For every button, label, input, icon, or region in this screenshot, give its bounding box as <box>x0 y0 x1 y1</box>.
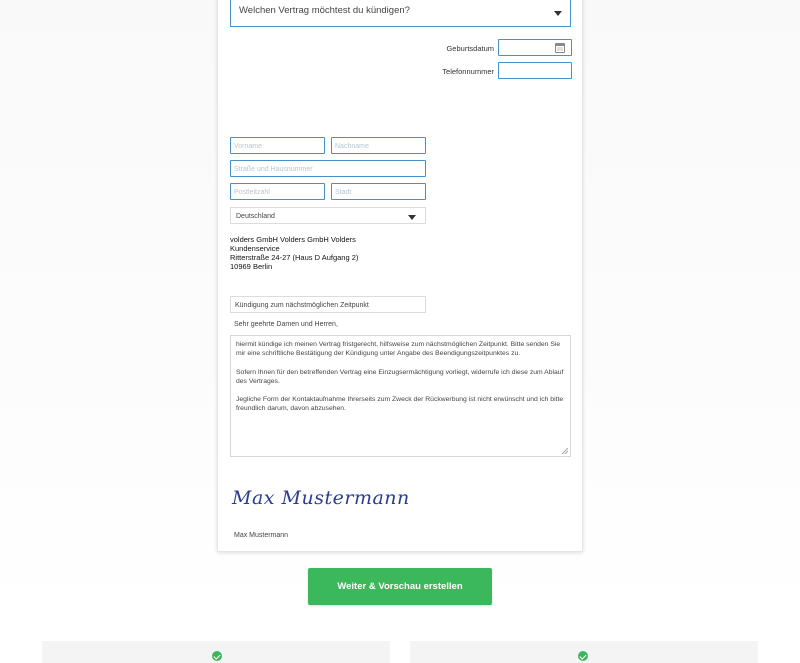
letter-paragraph-1: hiermit kündige ich meinen Vertrag fristgerecht, hilfsweise zum nächstmöglichen Zeitpunkt. Bitte senden Sie mir eine schriftliche Bestätigung der Kündigung unter Angabe des Beendigungszeitpunktes zu. <box>236 341 561 358</box>
resize-handle-icon[interactable] <box>562 448 568 454</box>
recipient-address <box>230 235 358 271</box>
recipient-line-2: Kundenservice <box>230 244 280 253</box>
salutation: Sehr geehrte Damen und Herren, <box>234 321 338 328</box>
feature-box-left <box>42 641 390 663</box>
zip-input[interactable] <box>230 183 325 200</box>
create-preview-button[interactable]: Weiter & Vorschau erstellen <box>308 568 492 605</box>
firstname-placeholder: Vorname <box>234 143 263 150</box>
lastname-placeholder: Nachname <box>335 143 369 150</box>
birthdate-input[interactable] <box>498 39 572 56</box>
chevron-down-icon <box>554 11 562 16</box>
recipient-line-4: 10969 Berlin <box>230 262 273 271</box>
country-select[interactable] <box>230 207 426 224</box>
signature-pad[interactable]: Max Mustermann <box>232 487 410 509</box>
recipient-line-1: volders GmbH Volders GmbH Volders <box>230 235 356 244</box>
check-circle-icon <box>578 651 588 661</box>
street-input[interactable] <box>230 160 426 177</box>
feature-box-right <box>410 641 758 663</box>
birthdate-label: Geburtsdatum <box>446 44 494 53</box>
contract-select[interactable] <box>230 0 571 27</box>
letter-body-textarea[interactable] <box>230 335 571 457</box>
subject-value: Kündigung zum nächstmöglichen Zeitpunkt <box>235 302 369 309</box>
letter-paragraph-2: Sofern Ihnen für den betreffenden Vertrag eine Einzugsermächtigung vorliegt, widerrufe ich diese zum Ablauf des Vertrages. <box>236 368 564 385</box>
phone-label: Telefonnummer <box>442 67 494 76</box>
street-placeholder: Straße und Hausnummer <box>234 166 313 173</box>
printed-name: Max Mustermann <box>234 532 289 539</box>
zip-placeholder: Postleitzahl <box>234 189 270 196</box>
calendar-icon[interactable] <box>555 43 565 53</box>
chevron-down-icon <box>408 215 416 220</box>
subject-input[interactable] <box>230 296 426 313</box>
check-circle-icon <box>212 651 222 661</box>
lastname-input[interactable] <box>331 137 426 154</box>
contract-select-label: Welchen Vertrag möchtest du kündigen? <box>239 5 410 16</box>
phone-input[interactable] <box>498 62 572 79</box>
firstname-input[interactable] <box>230 137 325 154</box>
country-value: Deutschland <box>236 213 275 220</box>
recipient-line-3: Ritterstraße 24-27 (Haus D Aufgang 2) <box>230 253 359 262</box>
letter-paragraph-3: Jegliche Form der Kontaktaufnahme Ihrerseits zum Zweck der Rückwerbung ist nicht erwünscht und ich bitte freundlich darum, davon abzusehen. <box>236 396 564 413</box>
cancellation-form-card <box>217 0 583 552</box>
city-placeholder: Stadt <box>335 189 352 196</box>
city-input[interactable] <box>331 183 426 200</box>
